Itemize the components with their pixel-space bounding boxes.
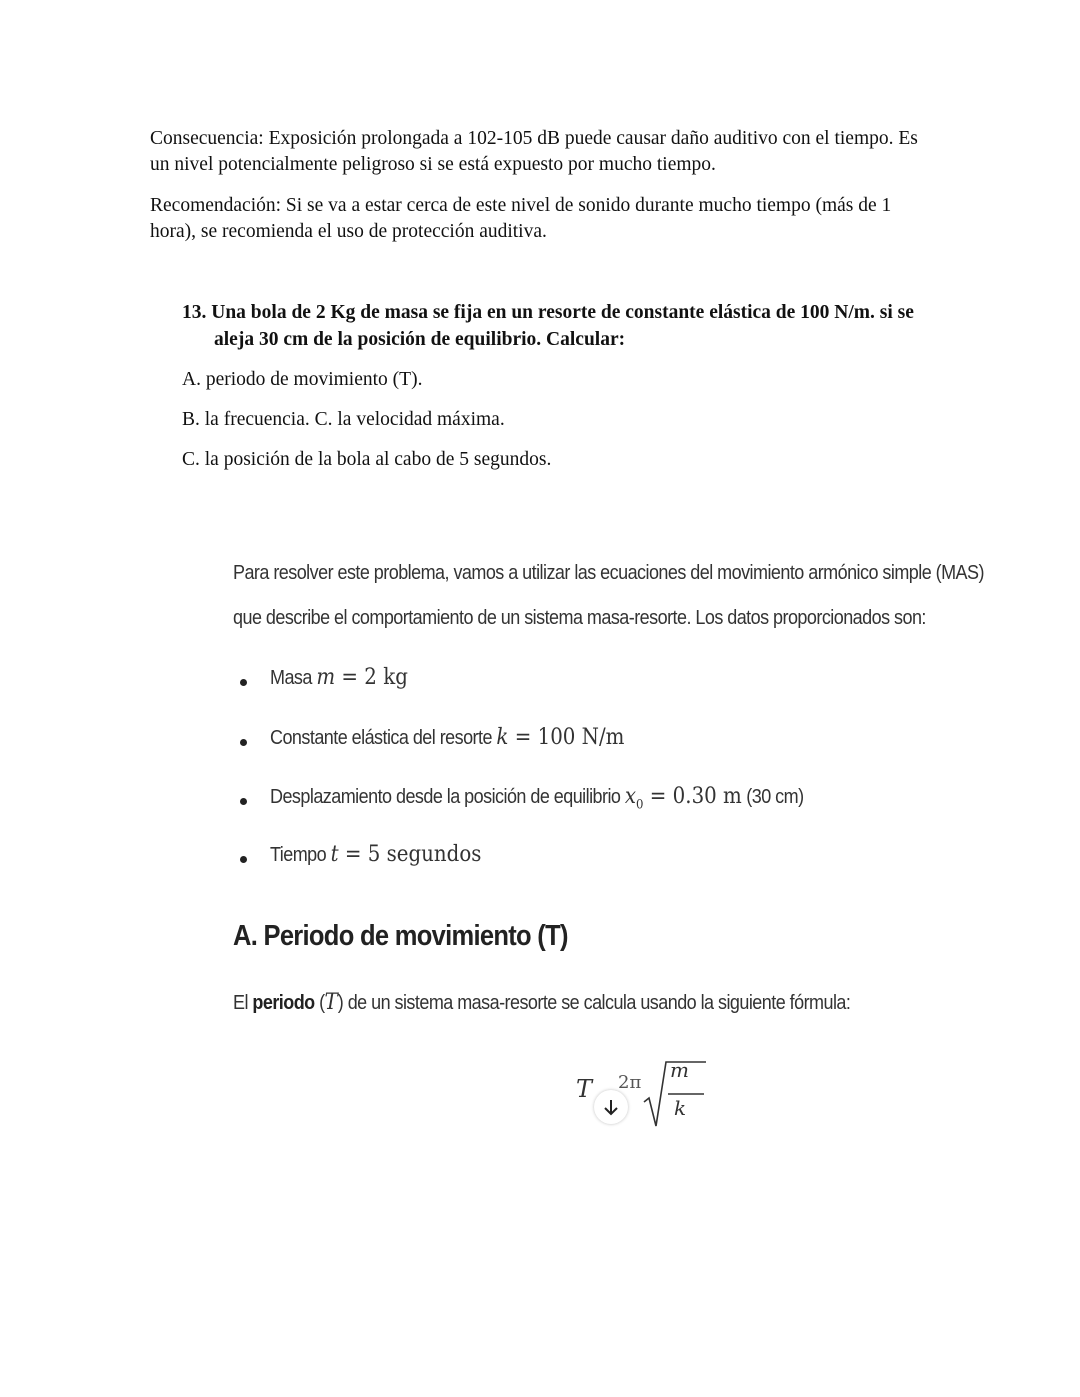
question-title: 13. Una bola de 2 Kg de masa se fija en un resorte de constante elástica de 100 N/m. si se aleja 30 cm de la posición de equilibrio. Calcular:	[182, 302, 914, 350]
data-item-label: Constante elástica del resorte	[270, 727, 492, 749]
math-expression: t = 5 segundos	[330, 842, 482, 867]
period-formula	[574, 1058, 714, 1132]
bullet-dot	[240, 679, 247, 686]
data-item-constante	[270, 725, 624, 750]
formula-denominator: k	[674, 1096, 687, 1120]
math-expression: $x_0 = 0.30$ m	[624, 784, 742, 813]
period-description: El periodo (T) de un sistema masa-resorte se calcula usando la siguiente fórmula:	[233, 990, 851, 1015]
scroll-down-button[interactable]	[594, 1090, 628, 1124]
formula-numerator: m	[670, 1058, 689, 1082]
question-item-c: C. la posición de la bola al cabo de 5 segundos.	[182, 449, 552, 470]
data-item-note: (30 cm)	[746, 786, 804, 808]
bullet-dot	[240, 856, 247, 863]
bullet-dot	[240, 798, 247, 805]
formula-lhs: T	[576, 1075, 593, 1103]
recomendacion-paragraph: Recomendación: Si se va a estar cerca de este nivel de sonido durante mucho tiempo (más de 1 hora), se recomienda el uso de protección auditiva.	[150, 195, 892, 242]
formula-coefficient: 2π	[618, 1072, 642, 1093]
data-item-masa	[270, 665, 408, 690]
answer-intro-line-1: Para resolver este problema, vamos a utilizar las ecuaciones del movimiento armónico simple (MAS)	[233, 562, 984, 584]
math-expression: m = 2 kg	[316, 665, 408, 690]
data-item-label: Desplazamiento desde la posición de equilibrio	[270, 786, 621, 808]
question-item-a: A. periodo de movimiento (T).	[182, 369, 423, 390]
data-item-label: Tiempo	[270, 844, 327, 866]
data-item-tiempo	[270, 842, 481, 867]
section-heading-periodo: A. Periodo de movimiento (T)	[233, 920, 568, 952]
question-item-b: B. la frecuencia. C. la velocidad máxima.	[182, 409, 505, 430]
bullet-dot	[240, 739, 247, 746]
data-item-label: Masa	[270, 667, 312, 689]
math-expression: k = 100 N/m	[496, 725, 625, 750]
consecuencia-paragraph: Consecuencia: Exposición prolongada a 102-105 dB puede causar daño auditivo con el tiempo. Es un nivel potencialmente peligroso si se está expuesto por mucho tiempo.	[150, 128, 918, 175]
answer-intro-line-2: que describe el comportamiento de un sistema masa-resorte. Los datos proporcionados son:	[233, 607, 926, 629]
data-item-desplazamiento	[270, 784, 804, 812]
arrow-down-icon	[603, 1098, 619, 1116]
